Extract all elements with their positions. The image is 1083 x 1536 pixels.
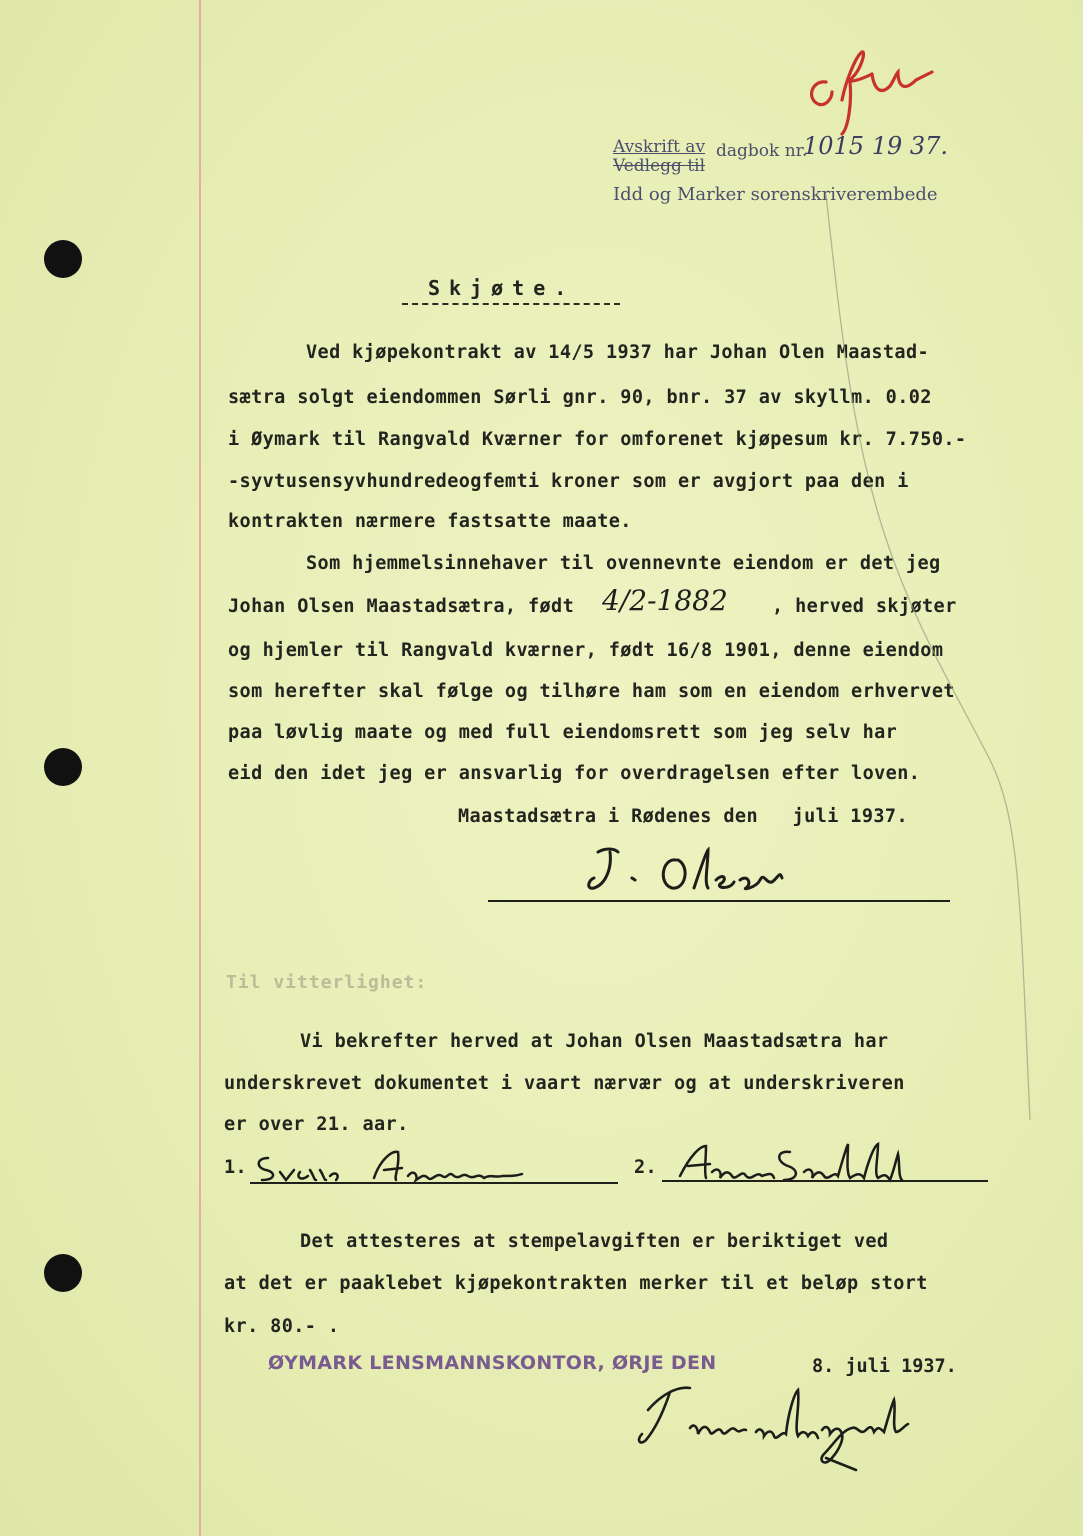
signature-main-mark [589, 849, 782, 889]
attest-line-1: Det attesteres at stempelavgiften er beriktiget ved [300, 1231, 889, 1252]
handwritten-birthdate: 4/2-1882 [602, 584, 728, 617]
lensmann-stamp: ØYMARK LENSMANNSKONTOR, ØRJE DEN [268, 1352, 717, 1374]
para2-line-5: paa løvlig maate og med full eiendomsrett som jeg selv har [228, 722, 898, 743]
dagbok-label: dagbok nr. [716, 141, 808, 161]
avskrift-label: Avskrift av [613, 137, 706, 157]
para2-line-1: Som hjemmelsinnehaver til ovennevnte eiendom er det jeg [306, 553, 941, 574]
signature-lensmann-mark [639, 1388, 908, 1470]
document-title: Skjøte. [428, 276, 576, 300]
para1-line-1: Ved kjøpekontrakt av 14/5 1937 har Johan Olen Maastad- [306, 342, 930, 363]
vedlegg-label: Vedlegg til [613, 156, 706, 176]
para1-line-5: kontrakten nærmere fastsatte maate. [228, 511, 632, 532]
red-initials-mark [812, 52, 932, 134]
witness-heading: Til vitterlighet: [226, 972, 428, 993]
para2-line-2b: , herved skjøter [772, 596, 957, 617]
place-date: Maastadsætra i Rødenes den juli 1937. [458, 806, 908, 827]
witness-2-number: 2. [634, 1157, 658, 1178]
para1-line-2: sætra solgt eiendommen Sørli gnr. 90, bnr. 37 av skyllm. 0.02 [228, 387, 932, 408]
witness-line-3: er over 21. aar. [224, 1114, 409, 1135]
attest-line-3: kr. 80.- . [224, 1316, 340, 1337]
witness-line-1: Vi bekrefter herved at Johan Olsen Maastadsætra har [300, 1031, 889, 1052]
signature-witness2-mark [680, 1144, 902, 1180]
witness-1-number: 1. [224, 1157, 248, 1178]
pencil-mark [826, 195, 1030, 1120]
signature-witness1-mark [259, 1152, 522, 1180]
para2-line-6: eid den idet jeg er ansvarlig for overdragelsen efter loven. [228, 763, 921, 784]
para1-line-4: -syvtusensyvhundredeogfemti kroner som er avgjort paa den i [228, 471, 909, 492]
witness-line-2: underskrevet dokumentet i vaart nærvær og at underskriveren [224, 1073, 905, 1094]
para2-line-2a: Johan Olsen Maastadsætra, født [228, 596, 575, 617]
para2-line-3: og hjemler til Rangvald kværner, født 16/8 1901, denne eiendom [228, 640, 944, 661]
dagbok-number: 1015 19 37. [803, 132, 949, 160]
para2-line-4: som herefter skal følge og tilhøre ham som en eiendom erhvervet [228, 681, 955, 702]
para1-line-3: i Øymark til Rangvald Kværner for omforenet kjøpesum kr. 7.750.- [228, 429, 967, 450]
stamp-date: 8. juli 1937. [812, 1356, 957, 1377]
office-name: Idd og Marker sorenskriverembede [613, 184, 938, 205]
attest-line-2: at det er paaklebet kjøpekontrakten merker til et beløp stort [224, 1273, 928, 1294]
